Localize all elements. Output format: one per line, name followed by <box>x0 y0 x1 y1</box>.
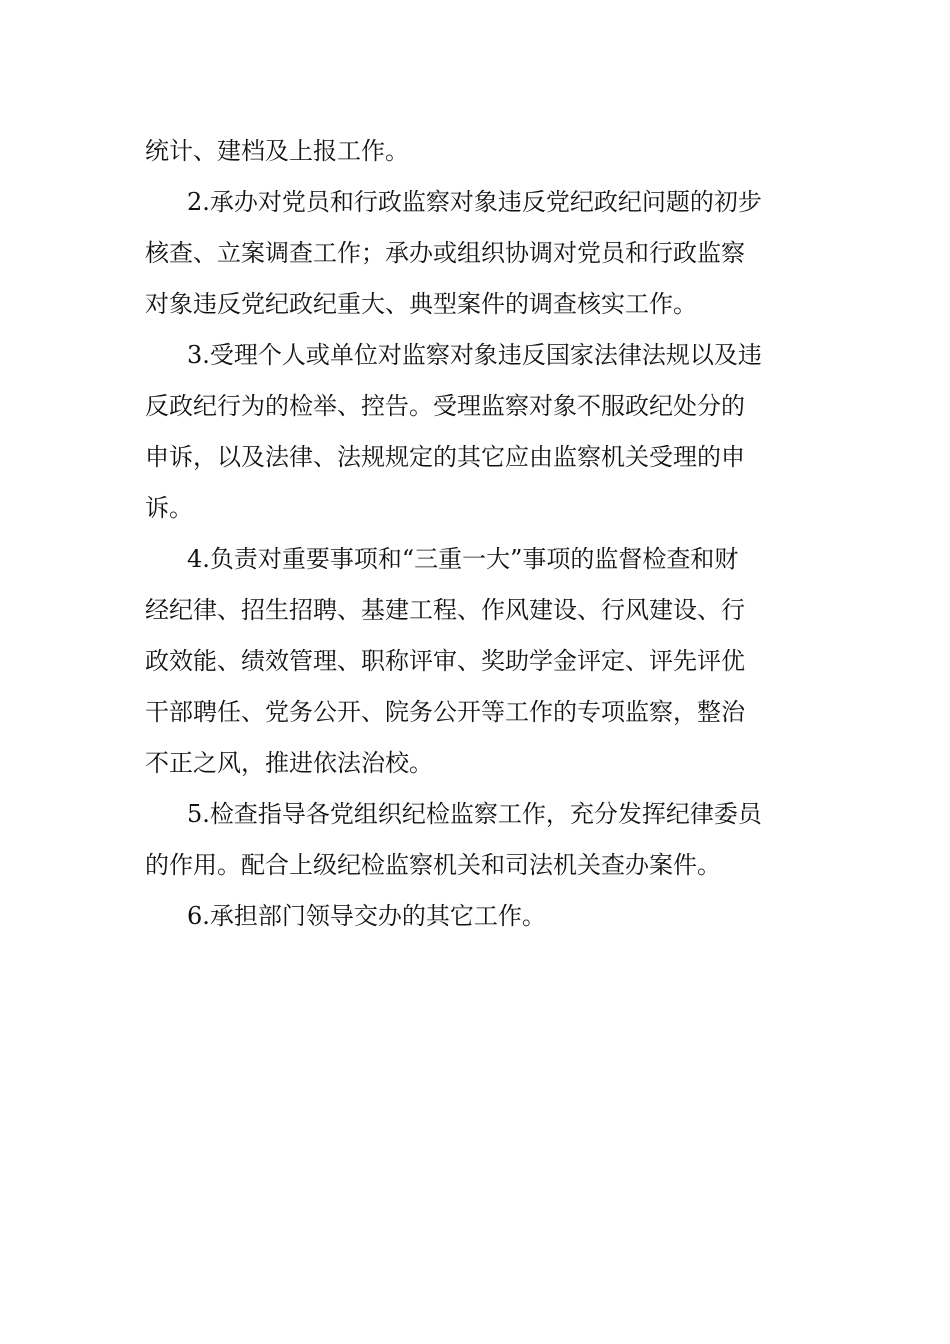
text-line: 核查、立案调查工作；承办或组织协调对党员和行政监察 <box>145 239 745 267</box>
text-line: 4.负责对重要事项和“三重一大”事项的监督检查和财 <box>187 545 739 573</box>
text-line: 申诉，以及法律、法规规定的其它应由监察机关受理的申 <box>145 443 745 471</box>
text-line: 诉。 <box>145 494 193 522</box>
text-line: 反政纪行为的检举、控告。受理监察对象不服政纪处分的 <box>145 392 745 420</box>
text-line: 统计、建档及上报工作。 <box>145 137 409 165</box>
text-line: 干部聘任、党务公开、院务公开等工作的专项监察，整治 <box>145 698 745 726</box>
text-line: 的作用。配合上级纪检监察机关和司法机关查办案件。 <box>145 851 721 879</box>
text-line: 政效能、绩效管理、职称评审、奖助学金评定、评先评优 <box>145 647 745 675</box>
document-body <box>145 126 805 942</box>
text-line: 2.承办对党员和行政监察对象违反党纪政纪问题的初步 <box>187 188 762 216</box>
text-line: 对象违反党纪政纪重大、典型案件的调查核实工作。 <box>145 290 697 318</box>
text-line: 经纪律、招生招聘、基建工程、作风建设、行风建设、行 <box>145 596 745 624</box>
text-line: 不正之风，推进依法治校。 <box>145 749 433 777</box>
text-line: 5.检查指导各党组织纪检监察工作，充分发挥纪律委员 <box>187 800 762 828</box>
text-line: 6.承担部门领导交办的其它工作。 <box>187 902 546 930</box>
text-line: 3.受理个人或单位对监察对象违反国家法律法规以及违 <box>187 341 762 369</box>
